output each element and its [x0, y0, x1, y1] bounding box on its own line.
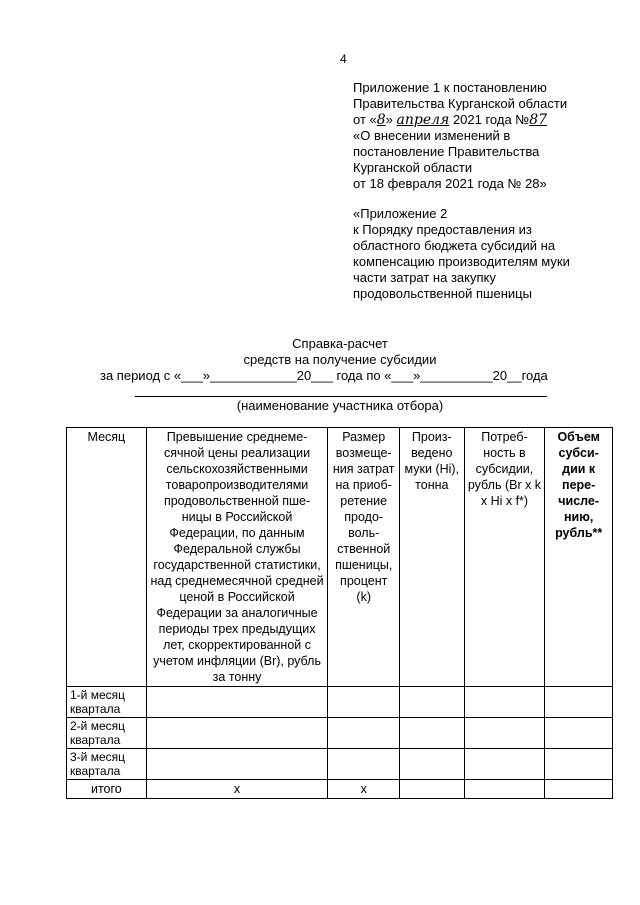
handwritten-number: 87 — [529, 112, 548, 128]
header-subsidy-need: Потреб-ность в субсидии, рубль (Вr x k x Hi x f*) — [464, 428, 545, 687]
appendix-2-line-5: части затрат на закупку — [353, 270, 496, 285]
table-cell — [328, 687, 400, 718]
table-cell — [464, 780, 545, 799]
appendix-1-block — [353, 80, 623, 192]
table-row — [67, 718, 613, 749]
table-row — [67, 687, 613, 718]
document-title: Справка-расчет — [292, 336, 388, 351]
table-cell — [545, 780, 613, 799]
appendix-1-line-2: Правительства Курганской области — [353, 96, 568, 111]
table-cell — [545, 749, 613, 780]
table-cell — [464, 687, 545, 718]
table-total-row — [67, 780, 613, 799]
table-cell — [545, 687, 613, 718]
calculation-table — [66, 427, 613, 799]
table-cell — [464, 749, 545, 780]
header-reimbursement-rate: Размер возмеще-ния затрат на приоб-ретение продо-воль-ственной пшеницы, процент (k) — [328, 428, 400, 687]
table-row — [67, 749, 613, 780]
table-cell — [146, 749, 328, 780]
date-prefix: от « — [353, 112, 377, 127]
date-year: 2021 года № — [449, 112, 530, 127]
table-cell — [146, 718, 328, 749]
header-price-excess: Превышение среднеме-сячной цены реализации сельскохозяйственными товаропроизводителями продовольственной пше-ницы в Российской Федерации, по данным Федеральной службы государственной статистики, над среднемесячной средней ценой в Российской Федерации за аналогичные периоды трех предыдущих лет, скорректированной с учетом инфляции (Вr), рубль за тонну — [146, 428, 328, 687]
appendix-1-line-1: Приложение 1 к постановлению — [353, 80, 547, 95]
handwritten-day: 8 — [376, 112, 386, 128]
header-subsidy-amount: Объем субси-дии к пере-числе-нию, рубль** — [545, 428, 613, 687]
page-number: 4 — [340, 52, 347, 66]
header-month: Месяц — [67, 428, 147, 687]
document-subtitle: средств на получение субсидии — [243, 352, 437, 367]
table-cell: x — [146, 780, 328, 799]
appendix-2-line-6: продовольственной пшеницы — [353, 286, 532, 301]
table-header-row — [67, 428, 613, 687]
table-cell — [328, 749, 400, 780]
participant-name-line — [135, 396, 547, 397]
table-cell — [400, 718, 465, 749]
table-cell — [400, 687, 465, 718]
total-label: итого — [67, 780, 147, 799]
appendix-2-line-3: областного бюджета субсидий на — [353, 238, 556, 253]
table-cell — [464, 718, 545, 749]
appendix-1-line-5: постановление Правительства — [353, 144, 540, 159]
appendix-1-line-6: Курганской области — [353, 160, 473, 175]
appendix-1-line-3 — [353, 112, 623, 128]
header-flour-produced: Произ-ведено муки (Hi), тонна — [400, 428, 465, 687]
row-label: 3-й месяц квартала — [67, 749, 147, 780]
appendix-1-line-7: от 18 февраля 2021 года № 28» — [353, 176, 547, 191]
appendix-2-line-1: «Приложение 2 — [353, 206, 448, 221]
row-label: 2-й месяц квартала — [67, 718, 147, 749]
table-cell — [545, 718, 613, 749]
row-label: 1-й месяц квартала — [67, 687, 147, 718]
date-quote: » — [385, 112, 393, 127]
participant-caption: (наименование участника отбора) — [236, 398, 444, 413]
handwritten-month: апреля — [396, 112, 450, 128]
table-cell — [328, 718, 400, 749]
table-cell — [146, 687, 328, 718]
table-cell — [400, 780, 465, 799]
appendix-2-line-4: компенсацию производителям муки — [353, 254, 570, 269]
period-line: за период с «___»____________20___ года по «___»__________20__года — [100, 368, 548, 383]
appendix-1-line-4: «О внесении изменений в — [353, 128, 511, 143]
appendix-2-line-2: к Порядку предоставления из — [353, 222, 532, 237]
appendix-2-block — [353, 206, 623, 302]
table-cell — [400, 749, 465, 780]
table-cell: x — [328, 780, 400, 799]
